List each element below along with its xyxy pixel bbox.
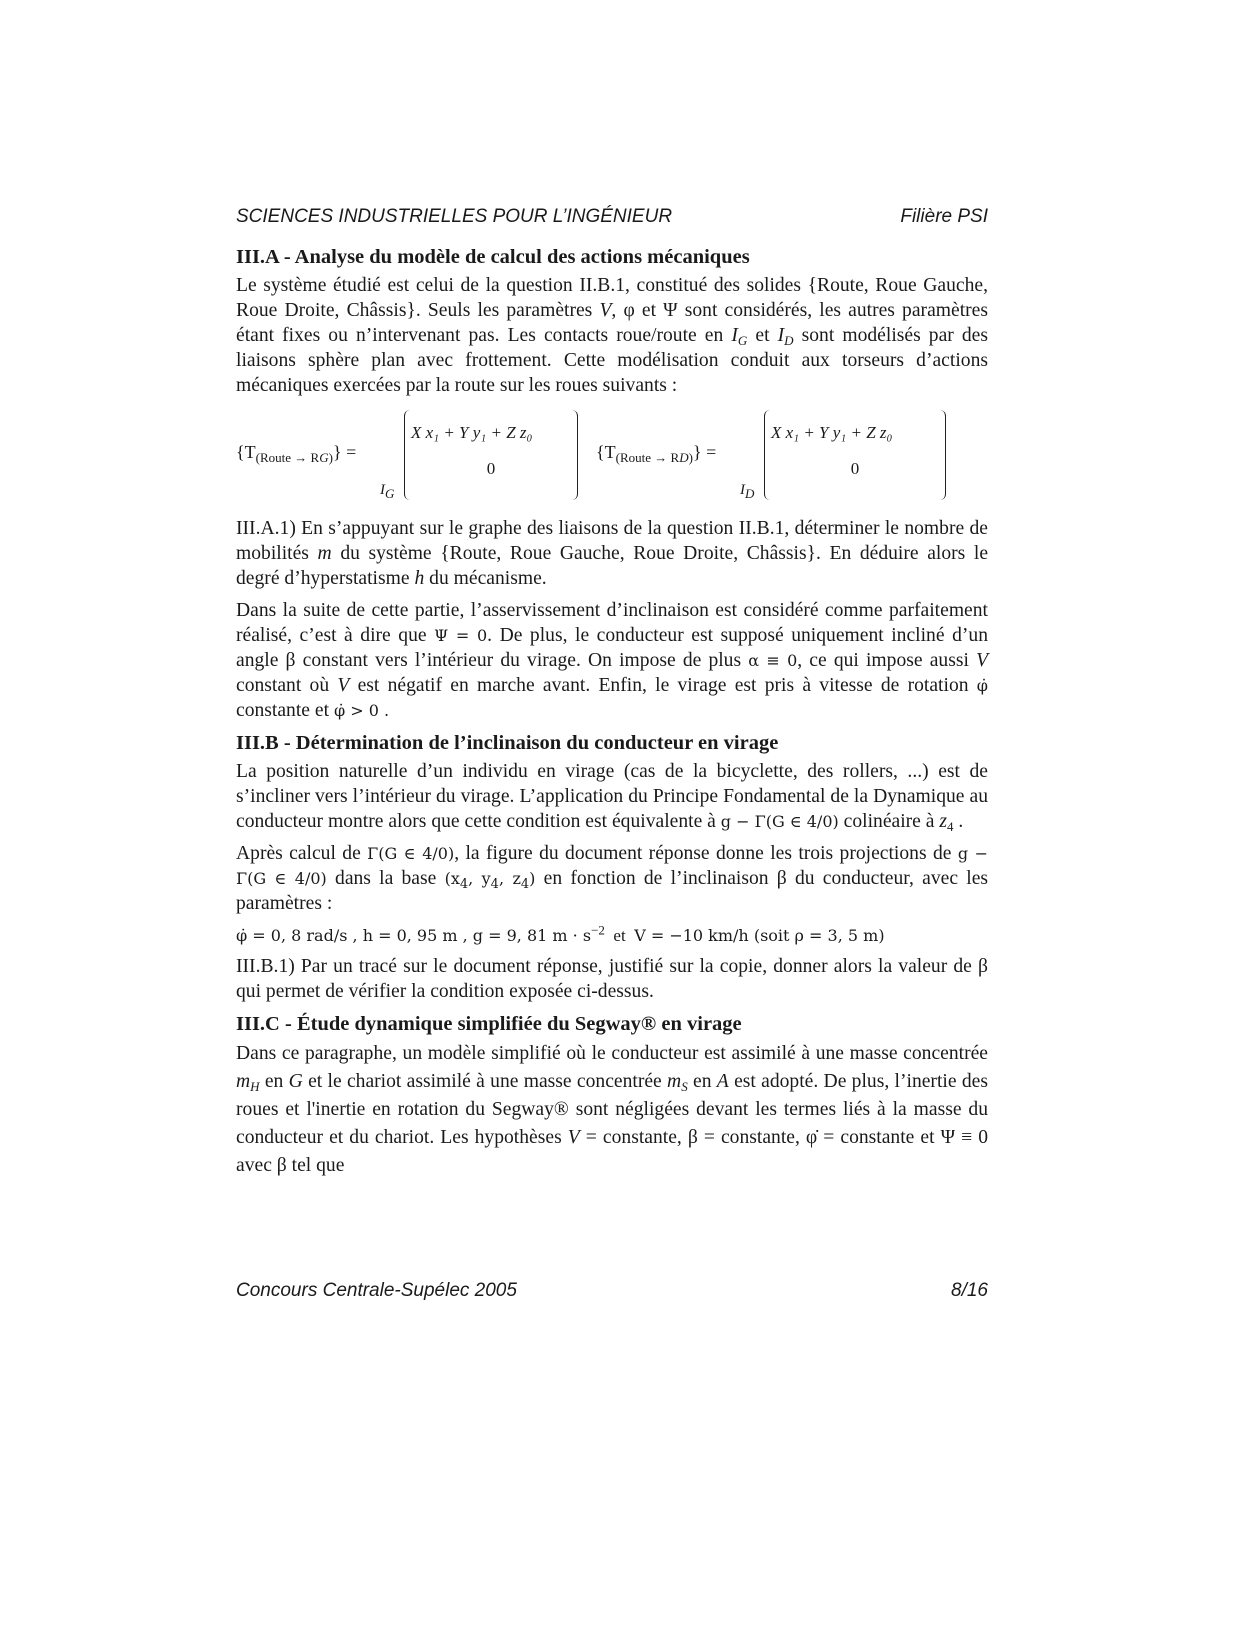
section-c-intro: Dans ce paragraphe, un modèle simplifié où le conducteur est assimilé à une masse concentrée $m_H$ en G et le chariot assimilé à une masse concentrée $m_S$ en A est adopté. De plus, l’inertie des roues et l'inertie en rotation du Segway® sont négligées devant les termes liés à la masse du conducteur et du chariot. Les hypothèses V = constante, β = constante, φ̇ = constante et Ψ ≡ 0 avec β tel que <box>236 1043 989 1176</box>
torsor-equations <box>236 410 988 506</box>
torsor-left-matrix <box>404 410 578 500</box>
torsor-left-resultant: X x₁ + Y y₁ + Z z₀ <box>411 423 533 442</box>
section-a-title: III.A - Analyse du modèle de calcul des actions mécaniques <box>236 246 750 268</box>
section-c-title: III.C - Étude dynamique simplifiée du Segway® en virage <box>236 1013 742 1035</box>
section-b-projections: Après calcul de Γ(G ∈ 4/0), la figure du document réponse donne les trois projections de g − Γ(G ∈ 4/0) dans la base ($x_4$, $y_4$, $z_4$) en fonction de l’inclinaison β du conducteur, avec les paramètres : <box>236 843 989 914</box>
footer-exam-name: Concours Centrale-Supélec 2005 <box>236 1280 517 1301</box>
section-b-title: III.B - Détermination de l’inclinaison du conducteur en virage <box>236 732 779 754</box>
question-III-B-1: III.B.1) Par un tracé sur le document réponse, justifié sur la copie, donner alors la valeur de β qui permet de vérifier la condition exposée ci-dessus. <box>236 956 988 1002</box>
parameters-formula: φ̇ = 0, 8 rad/s , h = 0, 95 m , g = 9, 81 $m \cdot s^{-2}$ et V = −10 km/h (soit ρ = 3, 5 m) <box>236 922 885 945</box>
section-a-intro: Le système étudié est celui de la question II.B.1, constitué des solides {Route, Roue Gauche, Roue Droite, Châssis}. Seuls les paramètres V, φ et Ψ sont considérés, les autres paramètres étant fixes ou n’intervenant pas. Les contacts roue/route en $I_G$ et $I_D$ sont modélisés par des liaisons sphère plan avec frottement. Cette modélisation conduit aux torseurs d’actions mécaniques exercées par la route sur les roues suivants : <box>236 275 988 396</box>
section-a-hypotheses: Dans la suite de cette partie, l’asservissement d’inclinaison est considéré comme parfaitement réalisé, c’est à dire que Ψ = 0. De plus, le conducteur est supposé uniquement incliné d’un angle β constant vers l’intérieur du virage. On impose de plus α ≡ 0, ce qui impose aussi V constant où V est négatif en marche avant. Enfin, le virage est pris à vitesse de rotation φ̇ constante et φ̇ > 0 . <box>236 600 989 721</box>
torsor-left-point: $I_G$ <box>380 482 395 501</box>
section-b-intro: La position naturelle d’un individu en virage (cas de la bicyclette, des rollers, ...) est de s’incliner vers l’intérieur du virage. L’application du Principe Fondamental de la Dynamique au conducteur montre alors que cette condition est équivalente à g − Γ(G ∈ 4/0) colinéaire à $z_4$ . <box>236 761 988 834</box>
torsor-right-moment: 0 <box>850 459 860 478</box>
torsor-left-wheel: $\{T_{(Route \to RG)}\}$ = X x₁ + Y y₁ + Z z₀ 0 $I_G$ <box>236 410 596 502</box>
header-track: Filière PSI <box>900 206 988 227</box>
torsor-right-wheel: $\{T_{(Route \to RD)}\}$ = X x₁ + Y y₁ + Z z₀ 0 $I_D$ <box>596 410 956 502</box>
torsor-right-label: {T <box>596 442 616 462</box>
question-III-A-1: III.A.1) En s’appuyant sur le graphe des liaisons de la question II.B.1, déterminer le nombre de mobilités m du système {Route, Roue Gauche, Roue Droite, Châssis}. En déduire alors le degré d’hyperstatisme h du mécanisme. <box>236 518 989 589</box>
page-content <box>236 244 988 1187</box>
torsor-right-resultant: X x₁ + Y y₁ + Z z₀ <box>771 423 893 442</box>
torsor-left-label: {T <box>236 442 256 462</box>
header-course-title: SCIENCES INDUSTRIELLES POUR L’INGÉNIEUR <box>236 206 673 227</box>
torsor-left-moment: 0 <box>486 459 496 478</box>
torsor-right-matrix <box>764 410 946 500</box>
torsor-right-point: $I_D$ <box>740 482 755 501</box>
footer-page-number: 8/16 <box>951 1280 988 1301</box>
